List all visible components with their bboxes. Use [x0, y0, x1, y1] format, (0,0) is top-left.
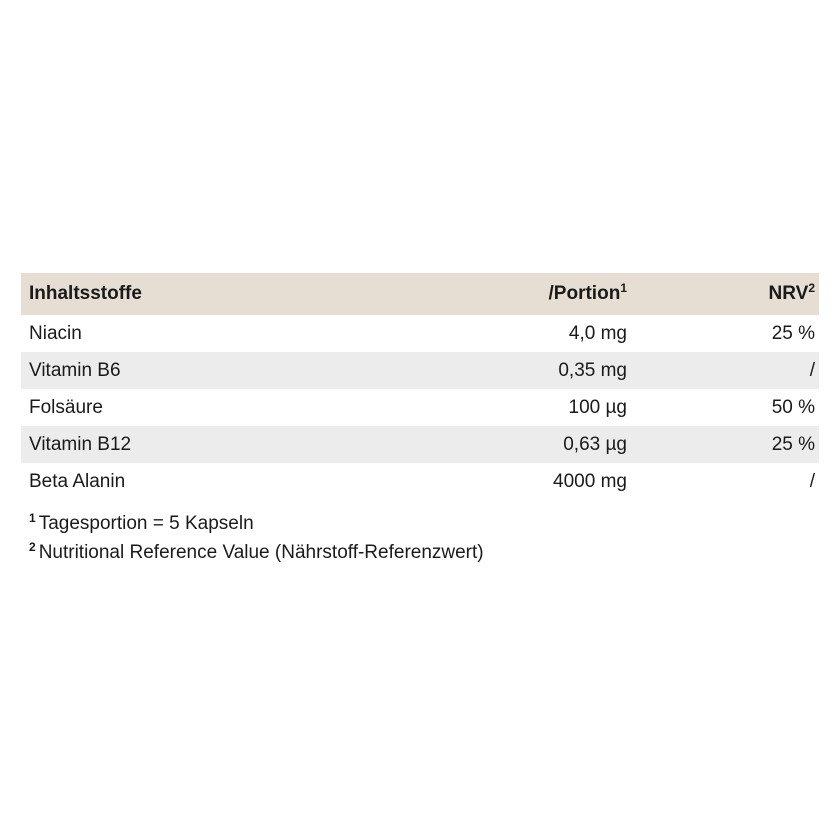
header-portion-label: /Portion [548, 283, 621, 304]
table-row [21, 426, 819, 463]
header-portion [441, 283, 627, 305]
nutrition-table [21, 273, 819, 500]
table-row [21, 352, 819, 389]
ingredient-name: Beta Alanin [29, 470, 126, 492]
ingredient-nrv: / [809, 359, 815, 381]
footnote-text: Tagesportion = 5 Kapseln [38, 513, 254, 534]
ingredient-name: Folsäure [29, 396, 103, 418]
ingredient-nrv: 25 % [771, 433, 815, 455]
table-row [21, 315, 819, 352]
footnote-marker: 2 [29, 540, 36, 554]
table-row [21, 463, 819, 500]
ingredient-portion: 100 µg [568, 396, 627, 418]
ingredient-nrv: / [809, 470, 815, 492]
header-ingredients: Inhaltsstoffe [29, 283, 142, 304]
ingredient-portion: 0,35 mg [558, 359, 627, 381]
footnote [29, 538, 484, 567]
header-portion-footnote-marker: 1 [620, 281, 627, 295]
ingredient-portion: 4000 mg [553, 470, 627, 492]
footnote [29, 509, 484, 538]
header-nrv [627, 283, 819, 305]
ingredient-nrv: 50 % [771, 396, 815, 418]
footnote-marker: 1 [29, 511, 36, 525]
ingredient-nrv: 25 % [771, 322, 815, 344]
header-nrv-footnote-marker: 2 [808, 281, 815, 295]
ingredient-name: Vitamin B12 [29, 433, 132, 455]
table-header-row [21, 273, 819, 315]
footnote-text: Nutritional Reference Value (Nährstoff-Referenzwert) [38, 542, 484, 563]
ingredient-name: Niacin [29, 322, 82, 344]
ingredient-portion: 0,63 µg [563, 433, 627, 455]
table-row [21, 389, 819, 426]
ingredient-portion: 4,0 mg [568, 322, 627, 344]
ingredient-name: Vitamin B6 [29, 359, 121, 381]
footnotes [29, 509, 484, 567]
header-nrv-label: NRV [768, 283, 809, 304]
